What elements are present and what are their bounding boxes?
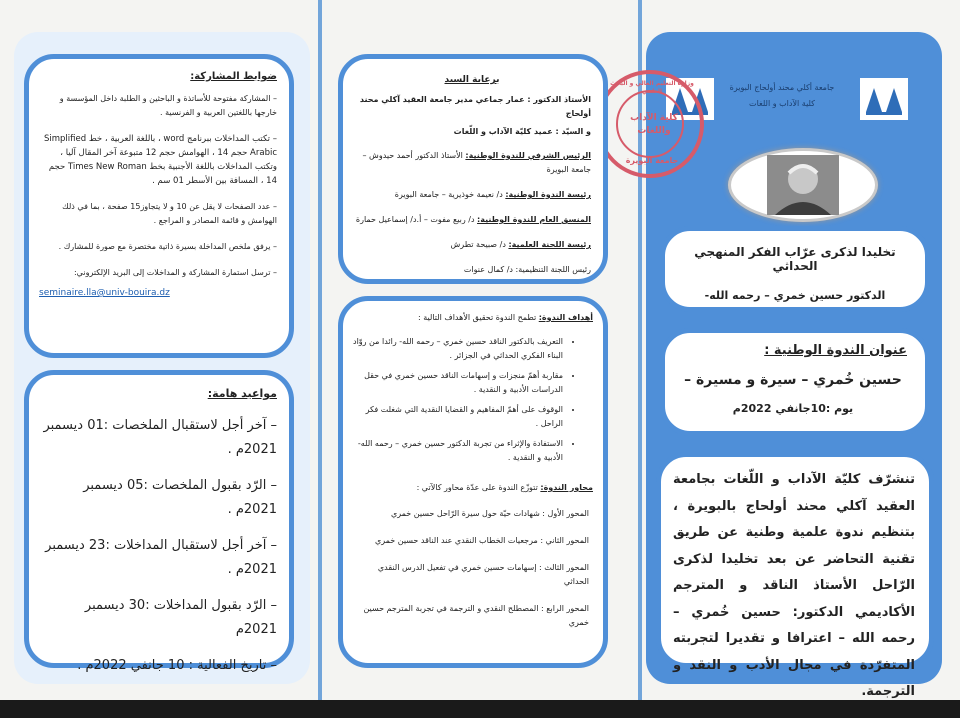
goals-intro: تطمح الندوة تحقيق الأهداف التالية : (417, 313, 537, 322)
date-item: تاريخ الفعالية : 10 جانفي 2022م . (77, 658, 267, 673)
axis-item: المحور الثالث : إسهامات حسين خمري في تفعيل الدرس النقدي الحداثي (377, 563, 589, 586)
email-link[interactable]: seminaire.lla@univ-bouira.dz (39, 288, 170, 298)
dates-heading: مواعيد هامة: (207, 387, 277, 400)
dates-box (24, 370, 294, 673)
rules-list: – المشاركة مفتوحة للأساتذة و الباحثين و الطلبة داخل المؤسسة و خارجها باللغتين العربية و الفرنسية . – تكتب المداخلات ببرنامج word ، باللغة العربية ، خط Simplified Arabic حجم 14 ، الهوامش حجم 12 متبوعة آخر المقال آليا ، وتكتب المداخلات باللغة الأجنبية بخط Times New Roman حجم 14 ، المسافة بين الأسطر 01 سم . – عدد الصفحات لا يقل عن 10 و لا يتجاوز15 صفحة ، بما في ذلك الهوامش و قائمة المصادر و المراجع . – يرفق ملخص المداخلة بسيرة ذاتية مختصرة مع صورة للمشارك . – ترسل استمارة المشاركة و المداخلات إلى البريد الإلكتروني: (44, 94, 277, 277)
university-logo-icon (858, 76, 910, 122)
faculty-name: كلية الآداب و اللغات (749, 99, 815, 108)
announcement-box (656, 452, 934, 699)
honoree-line: الدكتور حسين خمري – رحمه الله- (704, 289, 886, 302)
portrait-photo (728, 148, 878, 222)
official-stamp (596, 70, 704, 178)
goal-item: • التعريف بالدكتور الناقد حسين خمري – رحمه الله- رائدا من روّاد البناء الفكري الحداثي في الجزائر . (353, 335, 563, 363)
axes-intro: تتوزّع الندوة على عدّة محاور كالآتي : (416, 483, 538, 492)
stamp-text: كلية الآداب واللغات (630, 113, 678, 136)
symposium-title: حسين خُمري – سيرة و مسيرة – (684, 372, 902, 388)
goal-item: • الوقوف على أهمّ المفاهيم و القضايا النقدية التي شغلت فكر الراحل . (353, 403, 563, 431)
committee-box (338, 54, 608, 284)
committee-role: الرئيس الشرفي للندوة الوطنية: (465, 151, 591, 160)
goal-item: • مقاربة أهمّ منجزات و إسهامات الناقد حسين خمري في حقل الدراسات الأدبية و النقدية . (353, 369, 563, 397)
axes-heading: محاور الندوة: (540, 483, 593, 492)
committee-role: المنسق العام للندوة الوطنية: (477, 215, 591, 224)
symposium-date: يوم :10جانفي 2022م (732, 402, 854, 415)
date-item: الرّد بقبول الملخصات :05 ديسمبر 2021م . (83, 478, 277, 517)
committee-name: د/ صبيحة تطرش (450, 240, 506, 249)
committee-row (353, 188, 591, 202)
rule-item: ترسل استمارة المشاركة و المداخلات إلى البريد الإلكتروني: (73, 268, 271, 277)
title-label: عنوان الندوة الوطنية : (764, 343, 907, 358)
stamp-ring-top: وزارة التعليم العالي و البحث العلمي (610, 80, 694, 95)
committee-role: رئيسة الندوة الوطنية: (505, 190, 591, 199)
symposium-title-box (660, 328, 930, 436)
fold-line (318, 0, 322, 700)
stamp-ring-bottom: جامعة البويرة (625, 156, 679, 165)
committee-row (353, 213, 591, 227)
date-item: آخر أجل لاستقبال الملخصات :01 ديسمبر 2021م . (43, 418, 277, 457)
goals-list (353, 335, 575, 465)
tribute-box (660, 226, 930, 312)
university-header (712, 80, 852, 112)
rule-item: تكتب المداخلات ببرنامج word ، باللغة العربية ، خط Simplified Arabic حجم 14 ، الهوامش حجم 12 متبوعة آخر المقال آليا ، وتكتب المداخلات باللغة الأجنبية بخط Times New Roman حجم 14 ، المسافة بين الأسطر 01 سم . (44, 134, 277, 186)
goal-item: • الاستفادة والإثراء من تجربة الدكتور حسين خمري – رحمه الله- الأدبية و النقدية . (353, 437, 563, 465)
university-name: جامعة أكلي محند أولحاج البويرة (729, 83, 835, 92)
tribute-line: تخليدا لذكرى عرّاب الفكر المنهجي الحداثي (694, 245, 896, 273)
date-item: آخر أجل لاستقبال المداخلات :23 ديسمبر 2021م . (45, 538, 277, 577)
rules-heading: ضوابط المشاركة: (190, 71, 277, 82)
committee-heading: برعاية السيد (444, 75, 500, 85)
announcement-text: تنشرّف كليّة الآداب و اللّغات بجامعة العقيد آكلي محند أولحاج بالبويرة ، بتنظيم ندوة علمية وطنية عن طريق تقنية التحاضر عن بعد تخليدا لذكرى الرّاحل الأستاذ الناقد و المترجم الأكاديمي الدكتور: حسين خُمري –رحمه الله – اعترافا و تقديرا لتجربته المتفرّدة في مجال الأدب و النقد و الترجمة. (673, 472, 915, 699)
committee-row (353, 149, 591, 177)
committee-row (353, 238, 591, 252)
axis-item: المحور الأول : شهادات حيّة حول سيرة الرّاحل حسين خمري (390, 509, 589, 518)
committee-role: رئيسة اللجنة العلمية: (508, 240, 591, 249)
committee-name: د/ نعيمة خوذيرية – جامعة البويرة (394, 190, 503, 199)
rules-box (24, 54, 294, 358)
goals-box (338, 296, 608, 668)
rule-item: المشاركة مفتوحة للأساتذة و الباحثين و الطلبة داخل المؤسسة و خارجها باللغتين العربية و الفرنسية . (59, 94, 277, 117)
date-item: الرّد بقبول المداخلات :30 ديسمبر 2021م (84, 598, 277, 637)
rule-item: يرفق ملخص المداخلة بسيرة ذاتية مختصرة مع صورة للمشارك . (58, 242, 271, 251)
goals-heading: أهداف الندوة: (538, 313, 593, 322)
axes-list (353, 507, 593, 630)
patron-2: و السيّد : عميد كليّة الآداب و اللّغات (453, 127, 591, 136)
rule-item: عدد الصفحات لا يقل عن 10 و لا يتجاوز15 صفحة ، بما في ذلك الهوامش و قائمة المصادر و المراجع . (62, 202, 277, 225)
axis-item: المحور الرابع : المصطلح النقدي و الترجمة في تجربة المترجم حسين خمري (363, 604, 589, 627)
dates-list: – آخر أجل لاستقبال الملخصات :01 ديسمبر 2021م . – الرّد بقبول الملخصات :05 ديسمبر 2021م . – آخر أجل لاستقبال المداخلات :23 ديسمبر 2021م . – الرّد بقبول المداخلات :30 ديسمبر 2021م – تاريخ الفعالية : 10 جانفي 2022م . (43, 418, 277, 673)
committee-name: الأستاذ الدكتور أحمد حيدوش – جامعة البويرة (362, 151, 591, 174)
committee-row (353, 263, 591, 277)
patron-1: الأستاذ الدكتور : عمار جماعي مدير جامعة العقيد آكلي محند أولحاج (359, 95, 591, 118)
committee-name: د/ ربيع مفوت – أ.د/ إسماعيل حمارة (355, 215, 475, 224)
axis-item: المحور الثاني : مرجعيات الخطاب النقدي عند الناقد حسين خمري (374, 536, 589, 545)
committee-name: د/ كمال عنوات (463, 265, 513, 274)
committee-role: رئيس اللجنة التنظيمية: (515, 265, 591, 274)
